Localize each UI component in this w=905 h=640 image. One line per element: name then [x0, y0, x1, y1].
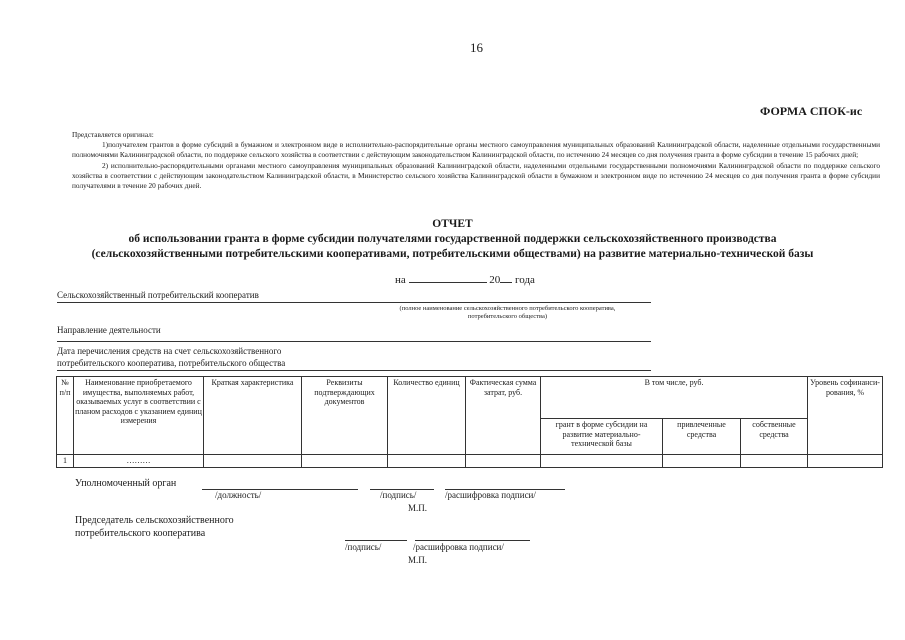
table-row: [57, 455, 883, 468]
report-table: [56, 376, 883, 468]
col-header-own: собственные средства: [741, 419, 808, 455]
row-cofin[interactable]: [808, 455, 883, 468]
col-header-docs: Реквизиты подтверждающих документов: [302, 377, 388, 455]
col-header-name: Наименование приобретаемого имущества, выполняемых работ, оказываемых услуг в соответствии с планом расходов с указанием единиц измерения: [74, 377, 204, 455]
col-header-brief: Краткая характеристика: [204, 377, 302, 455]
position-caption: /должность/: [215, 490, 262, 500]
chairman-label-1: Председатель сельскохозяйственного: [75, 515, 234, 526]
form-code: ФОРМА СПОК-ис: [760, 104, 863, 118]
row-name[interactable]: ………: [74, 455, 204, 468]
page-number: 16: [470, 40, 483, 55]
signature-line-2[interactable]: [345, 540, 407, 541]
row-actual[interactable]: [466, 455, 541, 468]
col-header-qty: Количество единиц: [388, 377, 466, 455]
report-date-line: [395, 272, 535, 286]
col-header-including: В том числе, руб.: [541, 377, 808, 419]
transfer-date-label-2: потребительского кооператива, потребительского общества: [57, 358, 286, 368]
col-header-attracted: привлеченные средства: [663, 419, 741, 455]
row-num: 1: [57, 455, 74, 468]
row-grant[interactable]: [541, 455, 663, 468]
decoding-line-2[interactable]: [415, 540, 530, 541]
row-attracted[interactable]: [663, 455, 741, 468]
stamp-caption-1: М.П.: [408, 503, 428, 513]
date-prefix: на: [395, 274, 406, 286]
col-header-cofin: Уровень софинанси-рования, %: [808, 377, 883, 455]
cooperative-hint: (полное наименование сельскохозяйственного потребительского кооператива, потребительского общества): [399, 305, 616, 320]
direction-label: Направление деятельности: [57, 325, 161, 335]
row-own[interactable]: [741, 455, 808, 468]
date-suffix: года: [515, 274, 535, 286]
decoding-caption-2: /расшифровка подписи/: [413, 542, 504, 552]
row-docs[interactable]: [302, 455, 388, 468]
date-blank[interactable]: [409, 272, 487, 283]
row-qty[interactable]: [388, 455, 466, 468]
submission-intro: Представляется оригинал:: [72, 130, 154, 139]
decoding-caption-1: /расшифровка подписи/: [445, 490, 536, 500]
col-header-num: № п/п: [57, 377, 74, 455]
chairman-label-2: потребительского кооператива: [75, 528, 206, 539]
transfer-date-line[interactable]: [57, 370, 651, 371]
submission-item-2: 2) исполнительно-распорядительными органами местного самоуправления муниципальных образований Калининградской области, наделенными отдельными государственными полномочиями Калининградской области по поддержке сельского хозяйства в соответствии с действующим законодательством Калининградской области, в Министерство сельского хозяйства Калининградской области в бумажном и электронном виде по истечению 24 месяцев со дня получения гранта в форме субсидии получателями в течение 20 рабочих дней.: [72, 160, 880, 191]
authorized-body-label: Уполномоченный орган: [75, 478, 177, 489]
signature-caption-2: /подпись/: [345, 542, 382, 552]
cooperative-line[interactable]: [57, 302, 651, 303]
date-year-prefix: 20: [489, 274, 501, 286]
col-header-grant: грант в форме субсидии на развитие материально-технической базы: [541, 419, 663, 455]
direction-line[interactable]: [57, 341, 651, 342]
report-subtitle-1: об использовании гранта в форме субсидии получателями государственной поддержки сельскохозяйственного производства: [128, 233, 777, 245]
submission-instructions: [72, 130, 880, 191]
stamp-caption-2: М.П.: [408, 555, 428, 565]
year-blank[interactable]: [500, 272, 512, 283]
transfer-date-label-1: Дата перечисления средств на счет сельскохозяйственного: [57, 346, 282, 356]
col-header-actual: Фактическая сумма затрат, руб.: [466, 377, 541, 455]
report-title: ОТЧЕТ: [432, 218, 473, 230]
signature-caption-1: /подпись/: [380, 490, 417, 500]
report-subtitle-2: (сельскохозяйственными потребительскими кооперативами, потребительскими обществами) на развитие материально-технической базы: [91, 248, 814, 260]
cooperative-label: Сельскохозяйственный потребительский кооператив: [57, 290, 259, 300]
submission-item-1: 1)получателем грантов в форме субсидий в бумажном и электронном виде в исполнительно-распорядительные органы местного самоуправления муниципальных образований Калининградской области, наделенные отдельными государственными полномочиями Калининградской области, по поддержке сельского хозяйства в соответствии с действующим законодательством Калининградской области, по истечению 24 месяцев со дня получения гранта в форме субсидии в течение 15 рабочих дней;: [72, 140, 880, 160]
row-brief[interactable]: [204, 455, 302, 468]
